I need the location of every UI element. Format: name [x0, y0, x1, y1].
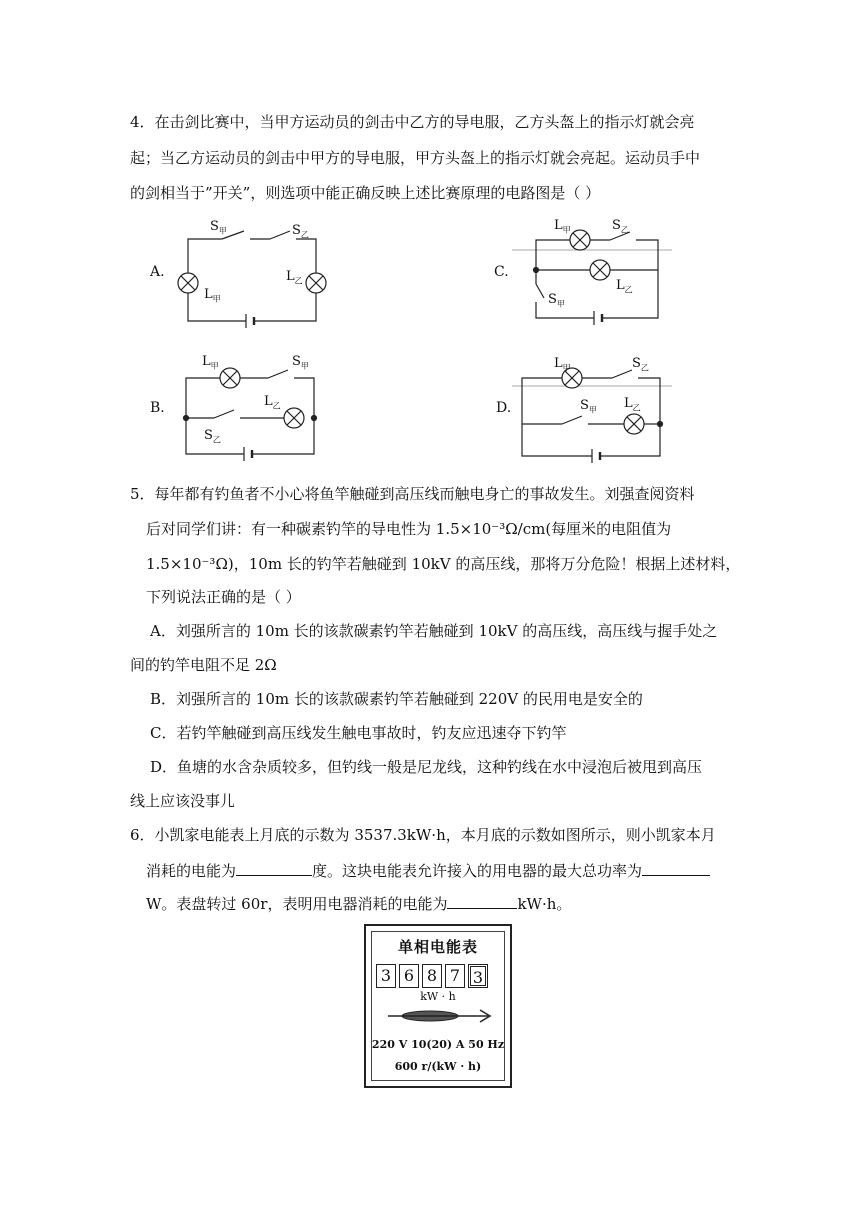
option-d-label: D.: [496, 400, 512, 416]
meter-digit: 8: [422, 964, 442, 988]
meter-spec-constant: 600 r/(kW · h): [394, 1060, 482, 1073]
q5-line-3: 1.5×10⁻³Ω)，10m 长的钓竿若触碰到 10kV 的高压线，那将万分危险！根据上述材料，: [146, 555, 741, 573]
q6-blank-1[interactable]: [236, 859, 312, 876]
meter-title: 单相电能表: [397, 938, 478, 956]
q6-line-2-b: 度。这块电能表允许接入的用电器的最大总功率为: [312, 862, 643, 880]
meter-digit: 3: [376, 964, 396, 988]
d-s1-label: $S_乙$: [632, 356, 649, 373]
a-l1-label: $L_甲$: [204, 287, 221, 304]
option-b-label: B.: [150, 400, 165, 416]
q5-option-b: B．刘强所言的 10m 长的该款碳素钓竿若触碰到 220V 的民用电是安全的: [150, 690, 643, 708]
q6-blank-3[interactable]: [447, 892, 517, 909]
q5-option-d-line-1: D．鱼塘的水含杂质较多，但钓线一般是尼龙线，这种钓线在水中浸泡后被甩到高压: [150, 758, 703, 776]
q6-line-3-b: kW·h。: [517, 895, 572, 913]
q5-option-d-line-2: 线上应该没事儿: [130, 792, 236, 810]
d-l1-label: $L_甲$: [554, 356, 571, 373]
meter-disk-arrow-icon: [380, 1006, 498, 1026]
circuit-b: [172, 350, 332, 469]
circuit-d: [512, 352, 672, 471]
q6-line-3-a: W。表盘转过 60r，表明用电器消耗的电能为: [146, 895, 448, 913]
q5-line-1: 5．每年都有钓鱼者不小心将鱼竿触碰到高压线而触电身亡的事故发生。刘强查阅资料: [130, 485, 695, 503]
meter-spec-rating: 220 V 10(20) A 50 Hz: [371, 1038, 505, 1051]
b-s1-label: $S_甲$: [292, 354, 309, 371]
q5-option-c: C．若钓竿触碰到高压线发生触电事故时，钓友应迅速夺下钓竿: [150, 724, 567, 742]
q5-option-a-line-2: 间的钓竿电阻不足 2Ω: [130, 656, 277, 674]
meter-digit: 7: [445, 964, 465, 988]
a-s2-label: $S_乙$: [292, 223, 309, 240]
q6-line-1: 6．小凯家电能表上月底的示数为 3537.3kW·h，本月底的示数如图所示，则小凯家本月: [130, 826, 716, 844]
q6-line-3: [146, 892, 571, 914]
meter-unit: kW · h: [420, 990, 456, 1003]
circuit-c: [512, 212, 672, 336]
b-s2-label: $S_乙$: [204, 428, 221, 445]
q5-line-4: 下列说法正确的是（ ）: [146, 588, 301, 606]
meter-digit-decimal: 3: [468, 964, 488, 988]
q4-line-2: 起；当乙方运动员的剑击中甲方的导电服，甲方头盔上的指示灯就会亮起。运动员手中: [130, 149, 701, 167]
b-l1-label: $L_甲$: [202, 354, 219, 371]
c-l2-label: $L_乙$: [616, 278, 633, 295]
q5-option-a-line-1: A．刘强所言的 10m 长的该款碳素钓竿若触碰到 10kV 的高压线，高压线与握手处之: [150, 622, 718, 640]
c-l1-label: $L_甲$: [554, 218, 571, 235]
circuit-a: [170, 215, 340, 334]
b-l2-label: $L_乙$: [264, 394, 281, 411]
q6-line-2-a: 消耗的电能为: [146, 862, 237, 880]
a-s1-label: $S_甲$: [210, 219, 227, 236]
energy-meter: [364, 924, 512, 1088]
option-c-label: C.: [494, 264, 509, 280]
q5-line-2: 后对同学们讲：有一种碳素钓竿的导电性为 1.5×10⁻³Ω/cm(每厘米的电阻值为: [146, 520, 672, 538]
option-a-label: A.: [150, 264, 165, 280]
q4-line-3: 的剑相当于”开关”，则选项中能正确反映上述比赛原理的电路图是（ ）: [130, 184, 601, 202]
meter-digits: [376, 964, 488, 988]
d-s2-label: $S_甲$: [580, 398, 597, 415]
c-s1-label: $S_乙$: [612, 218, 629, 235]
a-l2-label: $L_乙$: [286, 269, 303, 286]
q6-blank-2[interactable]: [642, 859, 710, 876]
q4-line-1: 4．在击剑比赛中，当甲方运动员的剑击中乙方的导电服，乙方头盔上的指示灯就会亮: [130, 113, 695, 131]
q6-line-2: [146, 859, 710, 881]
d-l2-label: $L_乙$: [624, 396, 641, 413]
c-s2-label: $S_甲$: [548, 292, 565, 309]
meter-digit: 6: [399, 964, 419, 988]
